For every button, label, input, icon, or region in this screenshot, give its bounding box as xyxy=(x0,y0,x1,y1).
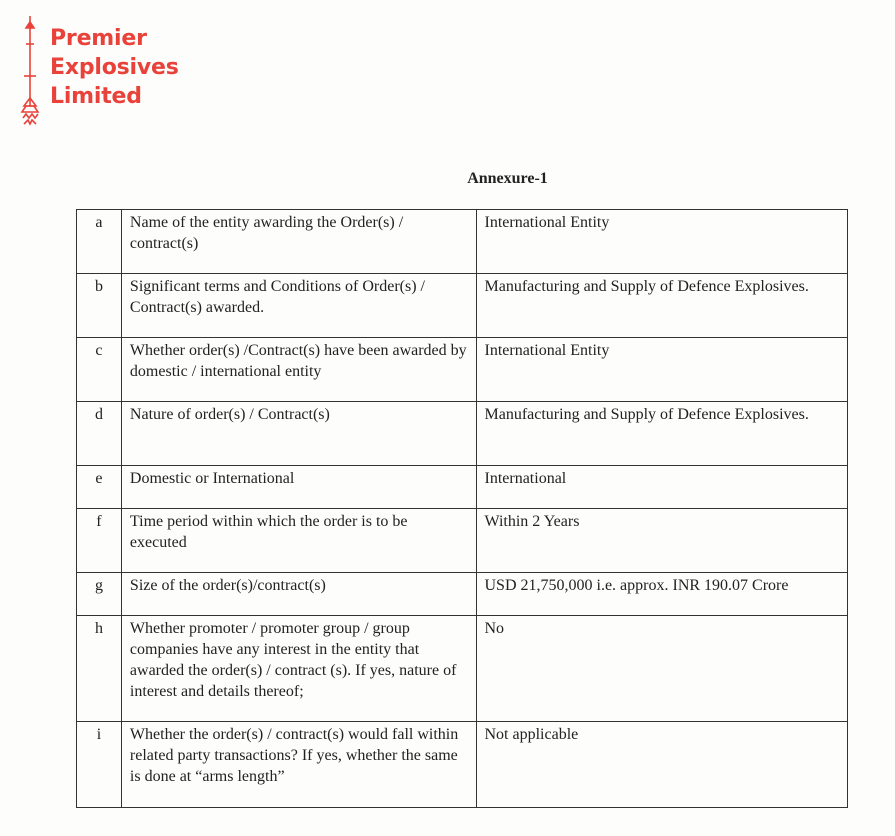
row-description: Name of the entity awarding the Order(s) / contract(s) xyxy=(121,210,476,274)
company-name-line2: Explosives xyxy=(50,55,179,80)
company-logo xyxy=(12,14,192,134)
table-row xyxy=(77,722,848,808)
row-description: Nature of order(s) / Contract(s) xyxy=(121,402,476,466)
row-letter: b xyxy=(77,274,122,338)
row-value: International Entity xyxy=(476,210,848,274)
row-letter: a xyxy=(77,210,122,274)
row-description: Whether the order(s) / contract(s) would fall within related party transactions? If yes, whether the same is done at “arms length” xyxy=(121,722,476,808)
row-description: Significant terms and Conditions of Order(s) / Contract(s) awarded. xyxy=(121,274,476,338)
annexure-table xyxy=(76,209,848,808)
row-value: USD 21,750,000 i.e. approx. INR 190.07 Crore xyxy=(476,573,848,616)
row-description: Domestic or International xyxy=(121,466,476,509)
row-value: Not applicable xyxy=(476,722,848,808)
row-letter: h xyxy=(77,616,122,722)
rocket-icon xyxy=(12,14,48,134)
row-description: Time period within which the order is to be executed xyxy=(121,509,476,573)
table-row xyxy=(77,509,848,573)
page-title: Annexure-1 xyxy=(467,170,548,187)
row-letter: g xyxy=(77,573,122,616)
row-letter: i xyxy=(77,722,122,808)
row-description: Size of the order(s)/contract(s) xyxy=(121,573,476,616)
table-row xyxy=(77,274,848,338)
row-value: International Entity xyxy=(476,338,848,402)
row-value: Within 2 Years xyxy=(476,509,848,573)
table-row xyxy=(77,338,848,402)
row-value: Manufacturing and Supply of Defence Explosives. xyxy=(476,402,848,466)
row-description: Whether promoter / promoter group / group companies have any interest in the entity that awarded the order(s) / contract (s). If yes, nature of interest and details thereof; xyxy=(121,616,476,722)
company-name-line3: Limited xyxy=(50,84,142,109)
row-letter: f xyxy=(77,509,122,573)
row-value: Manufacturing and Supply of Defence Explosives. xyxy=(476,274,848,338)
row-letter: d xyxy=(77,402,122,466)
company-name xyxy=(50,24,179,111)
row-letter: e xyxy=(77,466,122,509)
table-row xyxy=(77,573,848,616)
row-letter: c xyxy=(77,338,122,402)
table-row xyxy=(77,210,848,274)
row-description: Whether order(s) /Contract(s) have been awarded by domestic / international entity xyxy=(121,338,476,402)
company-name-line1: Premier xyxy=(50,26,147,51)
row-value: No xyxy=(476,616,848,722)
table-row xyxy=(77,402,848,466)
table-row xyxy=(77,466,848,509)
table-row xyxy=(77,616,848,722)
row-value: International xyxy=(476,466,848,509)
